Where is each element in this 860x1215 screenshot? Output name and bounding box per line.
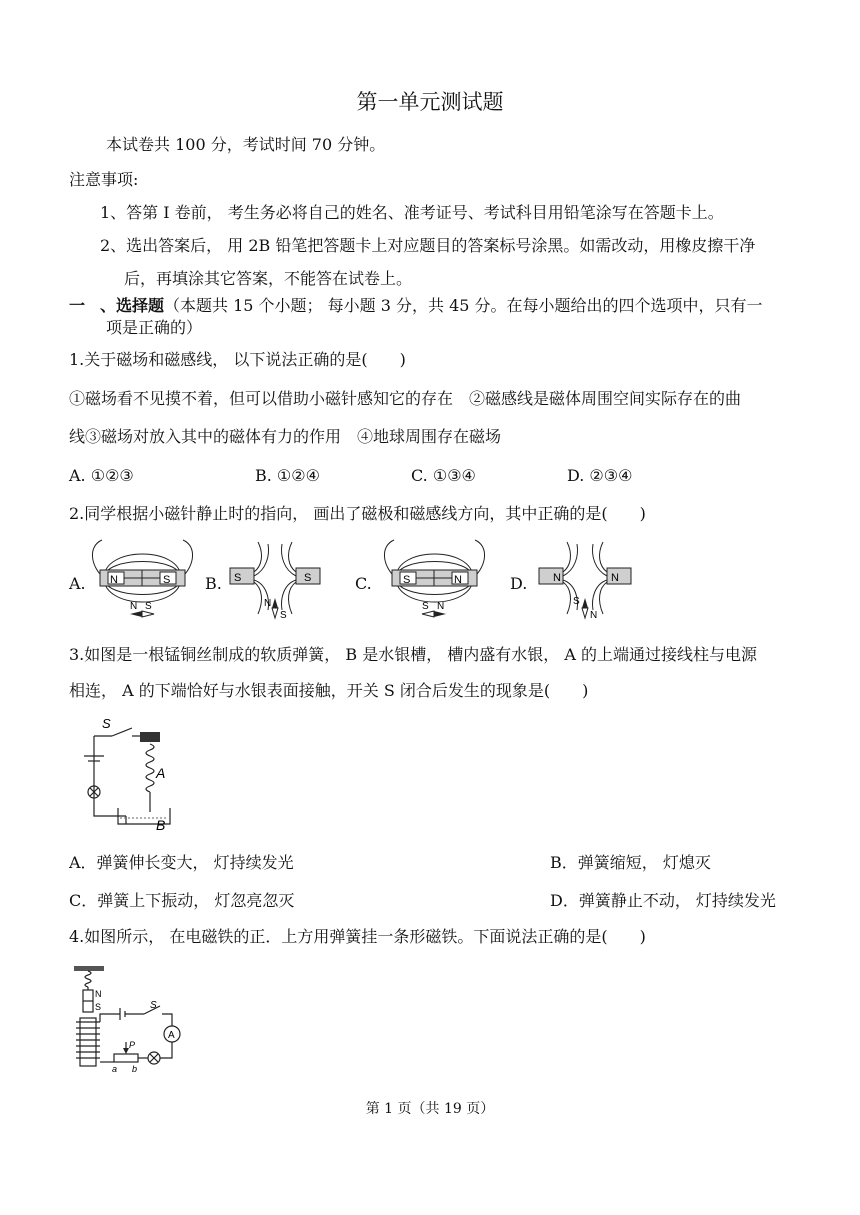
section-heading — [100, 296, 763, 316]
q3-option-a[interactable]: A．弹簧伸长变大， 灯持续发光 — [69, 853, 294, 872]
q4-figure — [72, 962, 202, 1074]
notice-heading: 注意事项: — [69, 170, 139, 189]
q2b-needle-n: N — [264, 598, 272, 609]
q3-stem-line-1: 3.如图是一根锰铜丝制成的软质弹簧， B 是水银槽， 槽内盛有水银， A 的上端通过接线柱与电源 — [69, 645, 758, 664]
q3-switch-label: S — [102, 716, 111, 731]
q1-statement-line-2: 线③磁场对放入其中的磁体有力的作用 ④地球周围存在磁场 — [69, 427, 502, 446]
intro-text: 本试卷共 100 分，考试时间 70 分钟。 — [106, 135, 386, 154]
q2d-needle-n: N — [590, 610, 598, 620]
page-title: 第一单元测试题 — [356, 90, 504, 114]
q3-option-c[interactable]: C．弹簧上下振动， 灯忽亮忽灭 — [69, 891, 295, 910]
q2-figure-b — [228, 538, 323, 620]
q4-switch-label: S — [150, 1000, 157, 1011]
q4-end-b-label: b — [132, 1064, 138, 1074]
q2-option-d[interactable]: D. — [510, 574, 528, 593]
q1-option-c[interactable]: C. ①③④ — [411, 466, 476, 485]
q2b-left-pole: S — [234, 572, 242, 584]
q2c-needle-n: N — [437, 601, 445, 612]
q4-ammeter-label: A — [168, 1030, 175, 1041]
q3-stem-line-2: 相连， A 的下端恰好与水银表面接触，开关 S 闭合后发生的现象是( ) — [69, 681, 589, 700]
q3-option-d[interactable]: D．弹簧静止不动， 灯持续发光 — [550, 891, 776, 910]
section-description: （本题共 15 个小题； 每小题 3 分，共 45 分。在每小题给出的四个选项中，只有一 — [164, 296, 763, 315]
q4-slider-label: P — [129, 1040, 136, 1050]
q2a-left-pole: N — [110, 574, 118, 586]
q2-figure-c — [382, 538, 487, 620]
q2-option-a[interactable]: A. — [69, 574, 86, 593]
q3-spring-label: A — [156, 765, 166, 781]
section-number: 一 — [69, 296, 86, 315]
q2-figure-a — [90, 538, 195, 620]
q2d-right-pole: N — [611, 572, 619, 584]
section-description-line-2: 项是正确的） — [106, 318, 203, 337]
notice-item-2-line-2: 后，再填涂其它答案，不能答在试卷上。 — [124, 269, 413, 288]
q2b-right-pole: S — [304, 572, 312, 584]
q1-option-d[interactable]: D. ②③④ — [567, 466, 633, 485]
q2d-left-pole: N — [553, 572, 561, 584]
q2-figure-d — [535, 538, 635, 620]
q1-statement-line-1: ①磁场看不见摸不着，但可以借助小磁针感知它的存在 ②磁感线是磁体周围空间实际存在的曲 — [69, 389, 742, 408]
q2c-right-pole: N — [454, 574, 462, 586]
q4-end-a-label: a — [112, 1064, 118, 1074]
section-name: 、选择题 — [100, 296, 165, 315]
q2a-right-pole: S — [163, 574, 171, 586]
q2-option-c[interactable]: C. — [355, 574, 372, 593]
q1-stem: 1.关于磁场和磁感线， 以下说法正确的是( ) — [69, 350, 406, 369]
q2c-left-pole: S — [403, 574, 411, 586]
q1-option-b[interactable]: B. ①②④ — [255, 466, 320, 485]
q2b-needle-s: S — [280, 610, 287, 620]
q4-stem: 4.如图所示， 在电磁铁的正．上方用弹簧挂一条形磁铁。下面说法正确的是( ) — [69, 927, 646, 946]
q2c-needle-s: S — [422, 601, 429, 612]
q3-figure — [76, 716, 176, 831]
page-footer: 第 1 页（共 19 页） — [365, 1101, 495, 1117]
q3-option-b[interactable]: B．弹簧缩短， 灯熄灭 — [550, 853, 711, 872]
q3-trough-label: B — [156, 817, 166, 831]
q2-option-b[interactable]: B. — [205, 574, 222, 593]
q2a-needle-s: S — [145, 601, 152, 612]
q2a-needle-n: N — [130, 601, 138, 612]
q1-option-a[interactable]: A. ①②③ — [69, 466, 134, 485]
notice-item-1: 1、答第 I 卷前， 考生务必将自己的姓名、准考证号、考试科目用铅笔涂写在答题卡上。 — [100, 203, 724, 222]
notice-item-2-line-1: 2、选出答案后， 用 2B 铅笔把答题卡上对应题目的答案标号涂黑。如需改动，用橡皮擦干净 — [100, 236, 756, 255]
q2d-needle-s: S — [573, 596, 580, 607]
q4-magnet-s: S — [95, 1002, 102, 1012]
q4-magnet-n: N — [95, 989, 102, 999]
q2-stem: 2.同学根据小磁针静止时的指向， 画出了磁极和磁感线方向，其中正确的是( ) — [69, 504, 646, 523]
